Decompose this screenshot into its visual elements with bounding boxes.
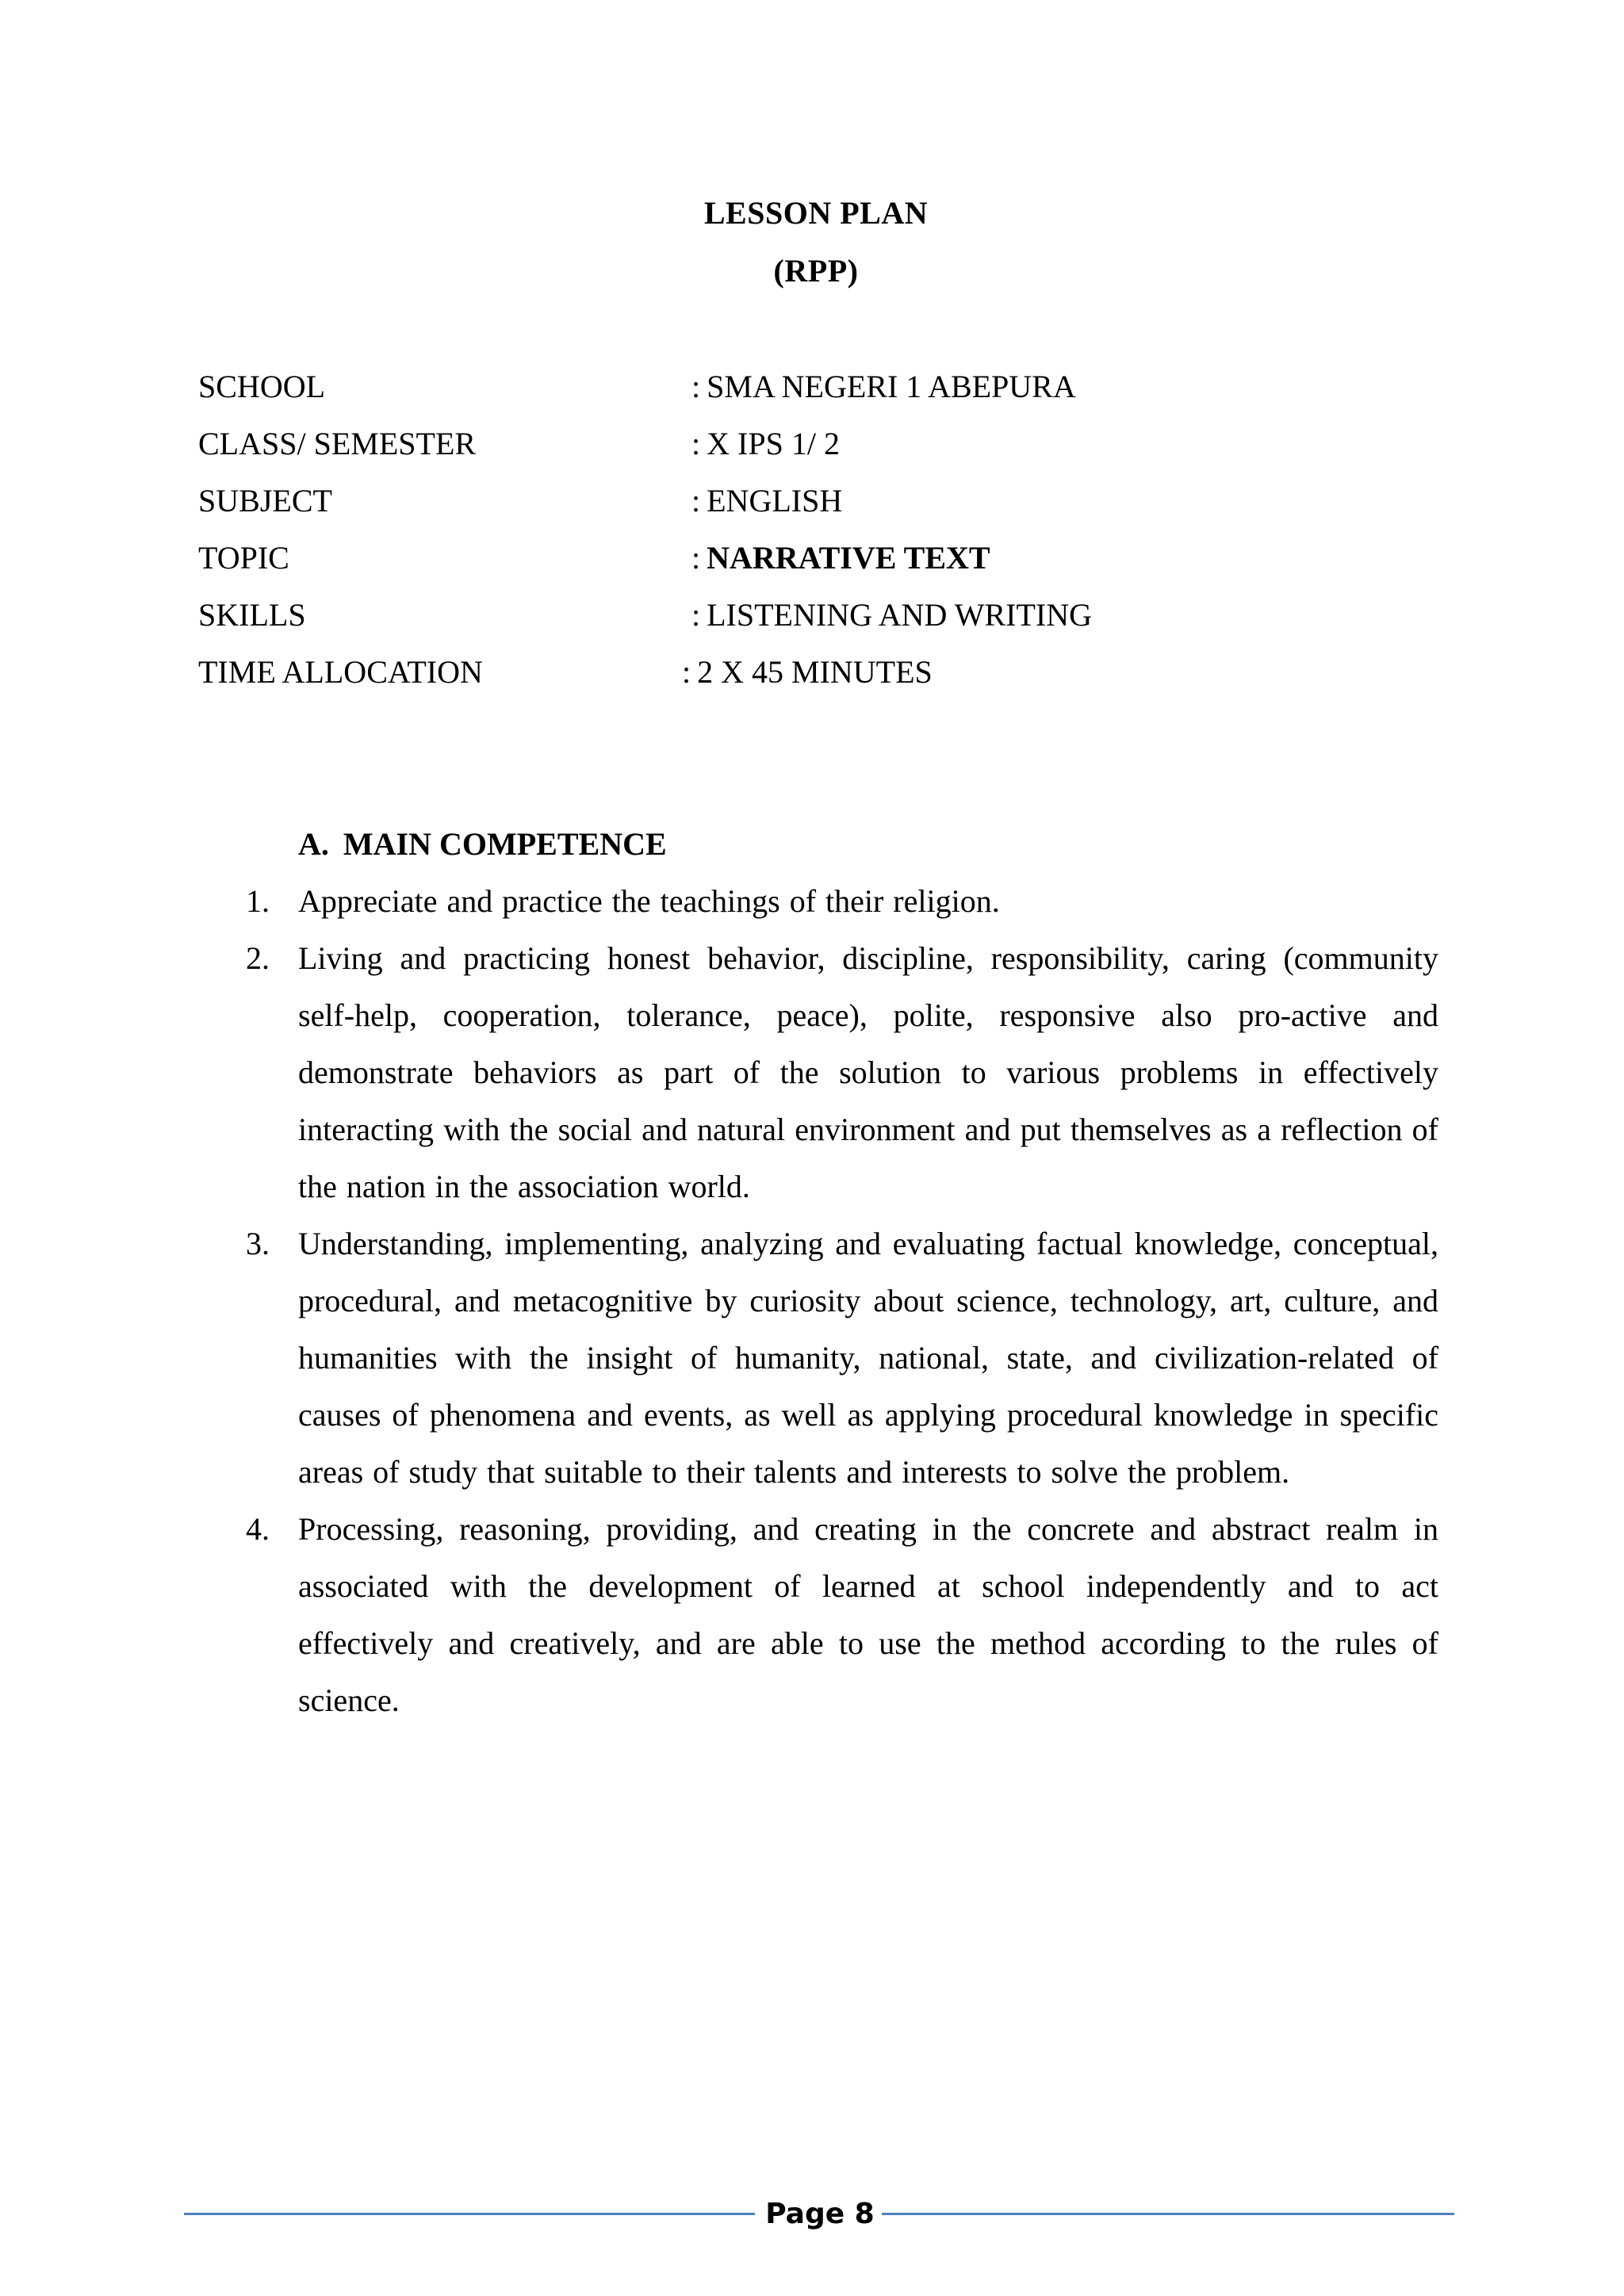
info-row-subject	[198, 477, 1467, 525]
info-label: CLASS/ SEMESTER	[198, 426, 477, 461]
footer-rule-right	[882, 2213, 1454, 2215]
info-label: SUBJECT	[198, 483, 332, 519]
info-label: SCHOOL	[198, 369, 326, 404]
section-heading	[298, 821, 667, 868]
list-item-number: 3.	[246, 1226, 270, 1261]
info-row-time-allocation	[198, 649, 1467, 696]
list-item-text: Processing, reasoning, providing, and creating in the concrete and abstract realm in associated with the development of learned at school independently and to act effectively and creatively, and are able to use the method according to the rules of science.	[298, 1511, 1438, 1718]
info-row-class-semester	[198, 420, 1467, 468]
list-item-number: 4.	[246, 1511, 270, 1547]
section-title: MAIN COMPETENCE	[343, 826, 667, 862]
document-title: LESSON PLAN	[703, 195, 929, 231]
info-row-topic	[198, 534, 1467, 582]
competence-list	[0, 873, 1624, 1729]
list-item-text: Appreciate and practice the teachings of their religion.	[298, 883, 1000, 919]
list-item	[0, 1215, 1438, 1501]
info-label: SKILLS	[198, 597, 306, 633]
list-item	[0, 930, 1438, 1215]
list-item-number: 1.	[246, 883, 270, 919]
list-item-text: Living and practicing honest behavior, discipline, responsibility, caring (community self-help, cooperation, tolerance, peace), polite, responsive also pro-active and demonstrate behaviors as part of the solution to various problems in effectively interacting with the social and natural environment and put themselves as a reflection of the nation in the association world.	[298, 940, 1438, 1204]
section-letter: A.	[298, 826, 329, 862]
info-label: TOPIC	[198, 540, 289, 576]
info-label: TIME ALLOCATION	[198, 654, 483, 690]
info-row-skills	[198, 591, 1467, 639]
info-value: : 2 X 45 MINUTES	[682, 654, 933, 690]
info-value: : NARRATIVE TEXT	[691, 540, 990, 576]
info-row-school	[198, 363, 1467, 411]
footer-rule-left	[184, 2213, 755, 2215]
list-item-number: 2.	[246, 940, 270, 976]
document-subtitle: (RPP)	[773, 253, 859, 289]
info-value: : LISTENING AND WRITING	[691, 597, 1092, 633]
info-value: : X IPS 1/ 2	[691, 426, 840, 461]
page-number: Page 8	[765, 2198, 875, 2230]
info-value: : SMA NEGERI 1 ABEPURA	[691, 369, 1076, 404]
list-item	[0, 873, 1438, 930]
info-value: : ENGLISH	[691, 483, 843, 519]
list-item	[0, 1501, 1438, 1729]
list-item-text: Understanding, implementing, analyzing and evaluating factual knowledge, conceptual, procedural, and metacognitive by curiosity about science, technology, art, culture, and humanities with the insight of humanity, national, state, and civilization-related of causes of phenomena and events, as well as applying procedural knowledge in specific areas of study that suitable to their talents and interests to solve the problem.	[298, 1226, 1438, 1490]
